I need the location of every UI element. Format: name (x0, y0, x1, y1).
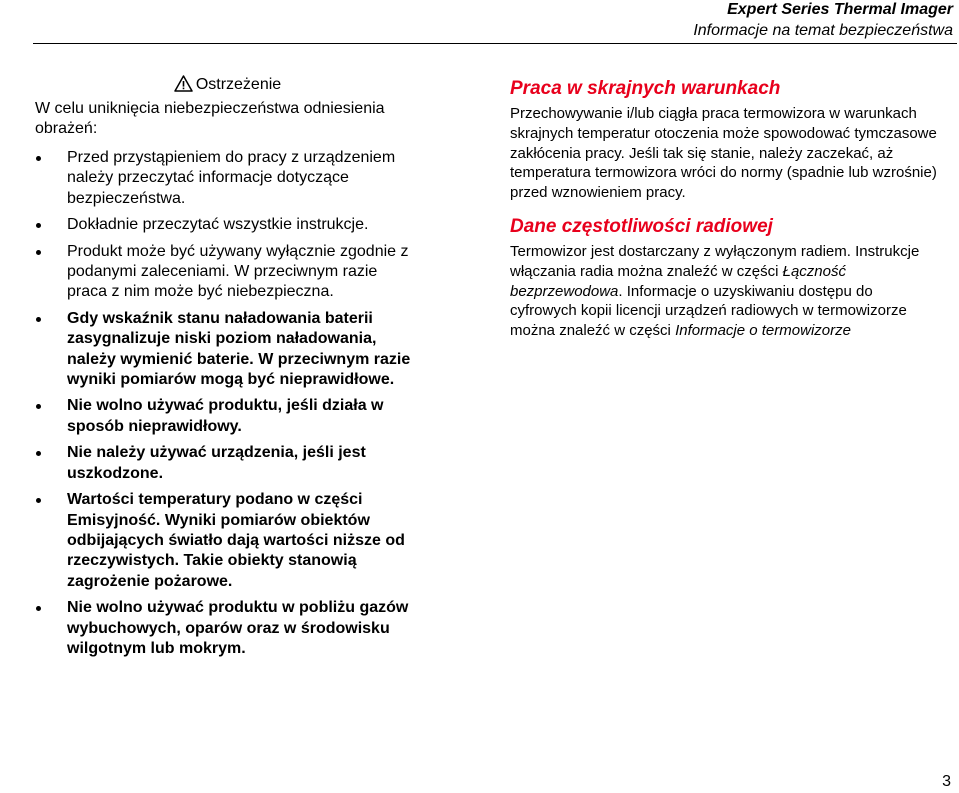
list-item: Produkt może być używany wyłącznie zgodnie z podanymi zaleceniami. W przeciwnym razie praca z nim może być niebezpieczna. (35, 242, 420, 303)
warning-title: Ostrzeżenie (195, 76, 282, 93)
header-section-title: Informacje na temat bezpieczeństwa (693, 22, 953, 39)
list-item: Nie wolno używać produktu w pobliżu gazów wybuchowych, oparów oraz w środowisku wilgotnym lub mokrym. (35, 598, 420, 659)
list-item: Przed przystąpieniem do pracy z urządzeniem należy przeczytać informacje dotyczące bezpieczeństwa. (35, 148, 420, 209)
section-body-radio: Termowizor jest dostarczany z wyłączonym radiem. Instrukcje włączania radia można znaleźć w części Łączność bezprzewodowa. Informacje o uzyskiwaniu dostępu do cyfrowych kopii licencji urządzeń radiowych w termowizorze można znaleźć w części Informacje o termowizorze (510, 242, 920, 340)
bullet-icon (36, 606, 41, 611)
page-header (693, 0, 953, 40)
list-item: Wartości temperatury podano w części Emisyjność. Wyniki pomiarów obiektów odbijających światło dają wartości niższe od rzeczywistych. Takie obiekty stanowią zagrożenie pożarowe. (35, 490, 420, 592)
bullet-icon (36, 404, 41, 409)
bullet-icon (36, 317, 41, 322)
bullet-icon (36, 498, 41, 503)
imager-info-section-link[interactable]: Informacje o termowizorze (675, 322, 851, 340)
warning-list (35, 148, 420, 659)
bullet-icon (36, 250, 41, 255)
right-column (510, 77, 940, 353)
header-series-title: Expert Series Thermal Imager (727, 1, 953, 18)
warning-block (35, 75, 420, 665)
header-divider (33, 43, 957, 44)
warning-heading (35, 75, 420, 98)
bullet-icon (36, 156, 41, 161)
list-item: Nie należy używać urządzenia, jeśli jest uszkodzone. (35, 443, 420, 484)
section-title-radio: Dane częstotliwości radiowej (510, 215, 773, 237)
warning-intro: W celu uniknięcia niebezpieczeństwa odniesienia obrażeń: (35, 100, 385, 137)
section-title-extreme: Praca w skrajnych warunkach (510, 78, 781, 99)
bullet-icon (36, 223, 41, 228)
bullet-icon (36, 451, 41, 456)
list-item: Dokładnie przeczytać wszystkie instrukcje. (35, 215, 420, 235)
section-body-extreme: Przechowywanie i/lub ciągła praca termowizora w warunkach skrajnych temperatur otoczenia może spowodować tymczasowe zakłócenia pracy. Jeśli tak się stanie, należy zaczekać, aż temperatura termowizora wróci do normy (spadnie lub wzrośnie) przed wznowieniem pracy. (510, 105, 937, 202)
list-item: Nie wolno używać produktu, jeśli działa w sposób nieprawidłowy. (35, 396, 420, 437)
wireless-section-link[interactable]: Łączność bezprzewodowa (510, 262, 846, 300)
list-item: Gdy wskaźnik stanu naładowania baterii zasygnalizuje niski poziom naładowania, należy wymienić baterie. W przeciwnym razie wyniki pomiarów mogą być nieprawidłowe. (35, 309, 420, 391)
page-number: 3 (942, 773, 951, 790)
warning-triangle-icon (174, 75, 193, 98)
